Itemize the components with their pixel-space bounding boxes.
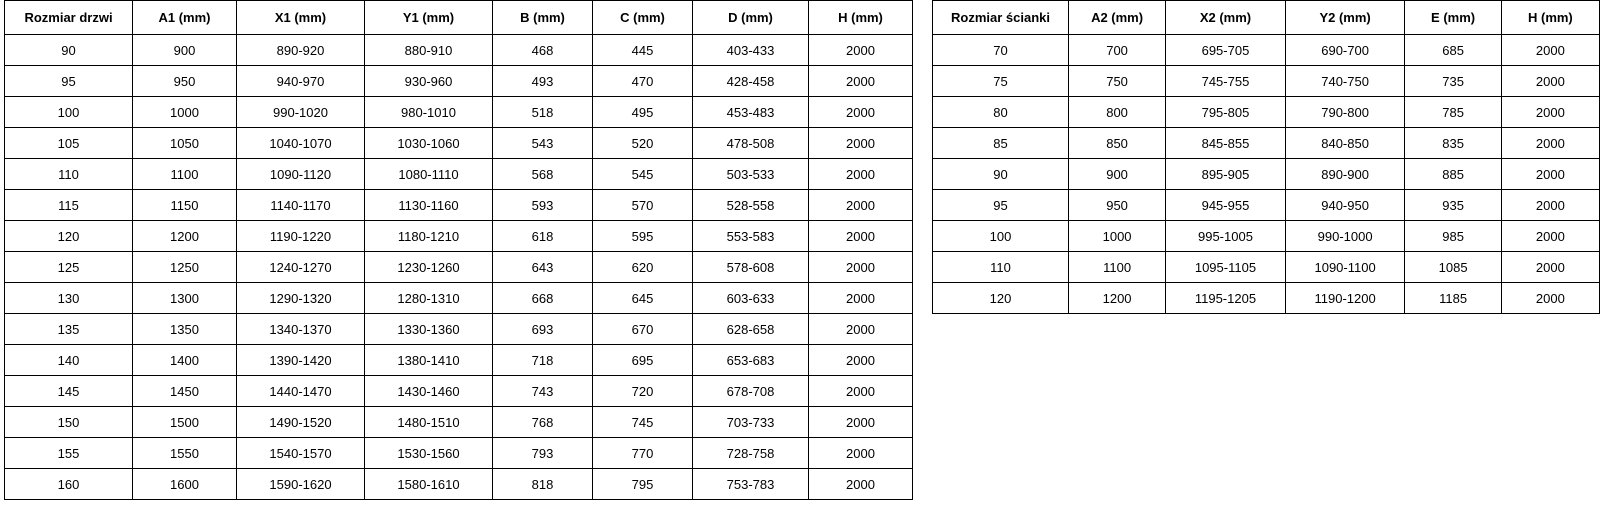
table-cell: 75 (933, 66, 1069, 97)
table-header-row (933, 1, 1600, 35)
table-cell: 140 (5, 345, 133, 376)
table-cell: 85 (933, 128, 1069, 159)
table-cell: 145 (5, 376, 133, 407)
table-cell: 668 (493, 283, 593, 314)
doors-column-header: H (mm) (809, 1, 913, 35)
table-cell: 520 (593, 128, 693, 159)
table-cell: 1550 (133, 438, 237, 469)
table-cell: 1000 (1069, 221, 1166, 252)
table-cell: 740-750 (1285, 66, 1405, 97)
table-cell: 1190-1200 (1285, 283, 1405, 314)
table-cell: 2000 (809, 345, 913, 376)
table-cell: 695 (593, 345, 693, 376)
table-cell: 453-483 (693, 97, 809, 128)
table-cell: 930-960 (365, 66, 493, 97)
table-row (5, 221, 913, 252)
table-row (5, 66, 913, 97)
table-cell: 743 (493, 376, 593, 407)
table-cell: 718 (493, 345, 593, 376)
table-cell: 100 (5, 97, 133, 128)
table-cell: 403-433 (693, 35, 809, 66)
table-cell: 785 (1405, 97, 1501, 128)
table-cell: 90 (5, 35, 133, 66)
table-cell: 135 (5, 314, 133, 345)
table-cell: 150 (5, 407, 133, 438)
table-cell: 900 (133, 35, 237, 66)
doors-column-header: Y1 (mm) (365, 1, 493, 35)
table-cell: 1230-1260 (365, 252, 493, 283)
table-cell: 95 (5, 66, 133, 97)
doors-column-header: D (mm) (693, 1, 809, 35)
table-row (5, 345, 913, 376)
table-cell: 2000 (1501, 283, 1599, 314)
doors-table-body (5, 35, 913, 500)
table-cell: 2000 (1501, 128, 1599, 159)
walls-column-header: A2 (mm) (1069, 1, 1166, 35)
table-cell: 110 (5, 159, 133, 190)
table-header-row (5, 1, 913, 35)
table-cell: 753-783 (693, 469, 809, 500)
table-cell: 543 (493, 128, 593, 159)
table-row (933, 66, 1600, 97)
table-cell: 1450 (133, 376, 237, 407)
table-cell: 768 (493, 407, 593, 438)
table-cell: 503-533 (693, 159, 809, 190)
doors-table-header (5, 1, 913, 35)
table-cell: 793 (493, 438, 593, 469)
table-cell: 685 (1405, 35, 1501, 66)
table-cell: 643 (493, 252, 593, 283)
table-cell: 1350 (133, 314, 237, 345)
table-cell: 468 (493, 35, 593, 66)
table-cell: 470 (593, 66, 693, 97)
table-cell: 1050 (133, 128, 237, 159)
table-cell: 2000 (1501, 252, 1599, 283)
table-row (5, 128, 913, 159)
doors-column-header: Rozmiar drzwi (5, 1, 133, 35)
table-row (933, 283, 1600, 314)
table-cell: 1380-1410 (365, 345, 493, 376)
table-cell: 795-805 (1166, 97, 1286, 128)
table-row (933, 190, 1600, 221)
table-cell: 900 (1069, 159, 1166, 190)
table-cell: 990-1020 (237, 97, 365, 128)
table-cell: 985 (1405, 221, 1501, 252)
table-cell: 1600 (133, 469, 237, 500)
table-cell: 1250 (133, 252, 237, 283)
table-cell: 750 (1069, 66, 1166, 97)
table-cell: 553-583 (693, 221, 809, 252)
table-cell: 935 (1405, 190, 1501, 221)
table-cell: 693 (493, 314, 593, 345)
table-cell: 1100 (1069, 252, 1166, 283)
table-cell: 90 (933, 159, 1069, 190)
table-cell: 110 (933, 252, 1069, 283)
table-cell: 1140-1170 (237, 190, 365, 221)
table-cell: 155 (5, 438, 133, 469)
table-cell: 1290-1320 (237, 283, 365, 314)
table-cell: 2000 (809, 376, 913, 407)
table-cell: 2000 (809, 314, 913, 345)
table-cell: 990-1000 (1285, 221, 1405, 252)
table-cell: 120 (5, 221, 133, 252)
table-cell: 1040-1070 (237, 128, 365, 159)
table-cell: 2000 (809, 97, 913, 128)
walls-dimensions-table (932, 0, 1600, 314)
table-cell: 940-950 (1285, 190, 1405, 221)
table-cell: 1400 (133, 345, 237, 376)
table-cell: 125 (5, 252, 133, 283)
table-cell: 1280-1310 (365, 283, 493, 314)
table-cell: 885 (1405, 159, 1501, 190)
table-cell: 945-955 (1166, 190, 1286, 221)
table-row (5, 283, 913, 314)
table-row (933, 221, 1600, 252)
table-cell: 2000 (809, 66, 913, 97)
table-cell: 495 (593, 97, 693, 128)
table-cell: 2000 (809, 35, 913, 66)
table-cell: 728-758 (693, 438, 809, 469)
table-cell: 1030-1060 (365, 128, 493, 159)
table-cell: 2000 (1501, 159, 1599, 190)
table-row (5, 159, 913, 190)
table-cell: 1100 (133, 159, 237, 190)
doors-column-header: A1 (mm) (133, 1, 237, 35)
table-cell: 120 (933, 283, 1069, 314)
table-cell: 1300 (133, 283, 237, 314)
table-row (5, 314, 913, 345)
doors-dimensions-table (4, 0, 913, 500)
table-cell: 1530-1560 (365, 438, 493, 469)
table-row (933, 159, 1600, 190)
table-cell: 115 (5, 190, 133, 221)
table-cell: 2000 (809, 159, 913, 190)
table-cell: 2000 (1501, 190, 1599, 221)
table-cell: 445 (593, 35, 693, 66)
table-cell: 2000 (809, 283, 913, 314)
table-cell: 1200 (1069, 283, 1166, 314)
table-cell: 528-558 (693, 190, 809, 221)
table-cell: 628-658 (693, 314, 809, 345)
table-cell: 80 (933, 97, 1069, 128)
table-cell: 1080-1110 (365, 159, 493, 190)
doors-dimensions-table-container (4, 0, 913, 500)
table-cell: 1240-1270 (237, 252, 365, 283)
table-cell: 703-733 (693, 407, 809, 438)
table-cell: 1180-1210 (365, 221, 493, 252)
walls-column-header: E (mm) (1405, 1, 1501, 35)
table-cell: 2000 (809, 469, 913, 500)
table-cell: 2000 (809, 407, 913, 438)
table-cell: 1085 (1405, 252, 1501, 283)
table-row (5, 469, 913, 500)
table-cell: 95 (933, 190, 1069, 221)
table-cell: 840-850 (1285, 128, 1405, 159)
table-cell: 790-800 (1285, 97, 1405, 128)
table-cell: 70 (933, 35, 1069, 66)
table-cell: 130 (5, 283, 133, 314)
table-cell: 160 (5, 469, 133, 500)
table-cell: 645 (593, 283, 693, 314)
table-cell: 1490-1520 (237, 407, 365, 438)
walls-column-header: Rozmiar ścianki (933, 1, 1069, 35)
table-row (933, 97, 1600, 128)
table-cell: 2000 (809, 128, 913, 159)
walls-table-body (933, 35, 1600, 314)
table-cell: 690-700 (1285, 35, 1405, 66)
table-cell: 818 (493, 469, 593, 500)
table-cell: 478-508 (693, 128, 809, 159)
table-cell: 2000 (1501, 97, 1599, 128)
table-cell: 653-683 (693, 345, 809, 376)
table-cell: 1340-1370 (237, 314, 365, 345)
table-cell: 1430-1460 (365, 376, 493, 407)
table-cell: 1090-1120 (237, 159, 365, 190)
table-cell: 1095-1105 (1166, 252, 1286, 283)
table-cell: 795 (593, 469, 693, 500)
walls-column-header: Y2 (mm) (1285, 1, 1405, 35)
table-cell: 950 (133, 66, 237, 97)
doors-column-header: B (mm) (493, 1, 593, 35)
table-row (5, 407, 913, 438)
table-cell: 678-708 (693, 376, 809, 407)
walls-table-header (933, 1, 1600, 35)
table-cell: 2000 (809, 221, 913, 252)
table-cell: 618 (493, 221, 593, 252)
table-cell: 620 (593, 252, 693, 283)
table-cell: 1590-1620 (237, 469, 365, 500)
table-cell: 980-1010 (365, 97, 493, 128)
table-cell: 895-905 (1166, 159, 1286, 190)
table-cell: 745-755 (1166, 66, 1286, 97)
walls-column-header: X2 (mm) (1166, 1, 1286, 35)
table-row (5, 376, 913, 407)
table-row (5, 97, 913, 128)
table-cell: 1390-1420 (237, 345, 365, 376)
table-cell: 940-970 (237, 66, 365, 97)
doors-column-header: X1 (mm) (237, 1, 365, 35)
table-cell: 845-855 (1166, 128, 1286, 159)
table-cell: 1580-1610 (365, 469, 493, 500)
table-cell: 950 (1069, 190, 1166, 221)
table-row (5, 190, 913, 221)
table-cell: 603-633 (693, 283, 809, 314)
table-cell: 105 (5, 128, 133, 159)
table-cell: 1480-1510 (365, 407, 493, 438)
table-cell: 1150 (133, 190, 237, 221)
doors-column-header: C (mm) (593, 1, 693, 35)
table-cell: 1000 (133, 97, 237, 128)
table-cell: 1500 (133, 407, 237, 438)
table-cell: 1190-1220 (237, 221, 365, 252)
table-cell: 593 (493, 190, 593, 221)
table-cell: 1130-1160 (365, 190, 493, 221)
table-cell: 720 (593, 376, 693, 407)
table-cell: 2000 (809, 190, 913, 221)
walls-dimensions-table-container (932, 0, 1600, 314)
table-cell: 890-900 (1285, 159, 1405, 190)
table-cell: 670 (593, 314, 693, 345)
table-cell: 1185 (1405, 283, 1501, 314)
table-cell: 2000 (1501, 66, 1599, 97)
table-cell: 1195-1205 (1166, 283, 1286, 314)
table-cell: 2000 (809, 438, 913, 469)
table-cell: 1200 (133, 221, 237, 252)
table-cell: 595 (593, 221, 693, 252)
table-row (5, 252, 913, 283)
table-cell: 2000 (809, 252, 913, 283)
table-cell: 2000 (1501, 35, 1599, 66)
table-cell: 880-910 (365, 35, 493, 66)
table-cell: 493 (493, 66, 593, 97)
table-cell: 100 (933, 221, 1069, 252)
table-row (933, 35, 1600, 66)
table-cell: 428-458 (693, 66, 809, 97)
table-cell: 1540-1570 (237, 438, 365, 469)
table-cell: 835 (1405, 128, 1501, 159)
table-row (933, 128, 1600, 159)
table-row (5, 438, 913, 469)
table-cell: 568 (493, 159, 593, 190)
table-cell: 1090-1100 (1285, 252, 1405, 283)
table-cell: 800 (1069, 97, 1166, 128)
table-cell: 850 (1069, 128, 1166, 159)
table-cell: 695-705 (1166, 35, 1286, 66)
table-cell: 745 (593, 407, 693, 438)
table-cell: 1440-1470 (237, 376, 365, 407)
table-row (5, 35, 913, 66)
table-cell: 518 (493, 97, 593, 128)
table-row (933, 252, 1600, 283)
table-cell: 2000 (1501, 221, 1599, 252)
table-cell: 995-1005 (1166, 221, 1286, 252)
table-cell: 770 (593, 438, 693, 469)
table-cell: 578-608 (693, 252, 809, 283)
table-cell: 890-920 (237, 35, 365, 66)
table-cell: 545 (593, 159, 693, 190)
table-cell: 700 (1069, 35, 1166, 66)
walls-column-header: H (mm) (1501, 1, 1599, 35)
table-cell: 570 (593, 190, 693, 221)
table-cell: 1330-1360 (365, 314, 493, 345)
table-cell: 735 (1405, 66, 1501, 97)
